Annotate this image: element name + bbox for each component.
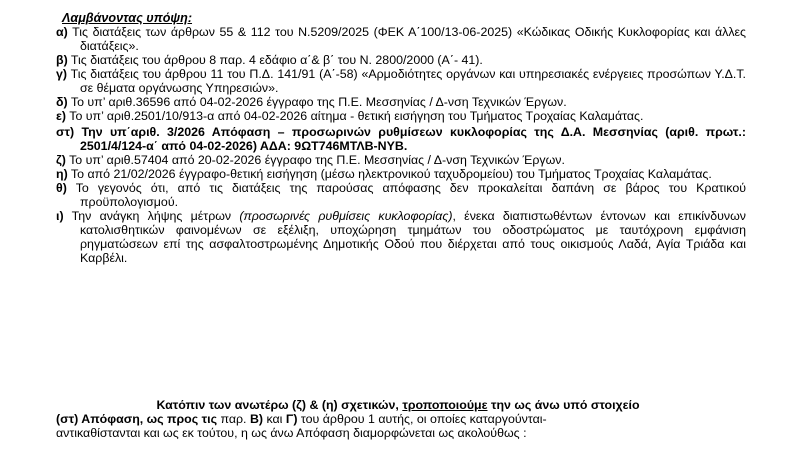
consideration-a (56, 25, 746, 53)
item-text-post: , ένεκα διαπιστωθέντων έντονων και επικίνδυνων κατολισθητικών φαινομένων σε εξέλιξη, υποχώρηση τμημάτων του οδοστρώματος με ταυτόχρονη εμφάνιση ρηγματώσεων επί της ασφαλτοστρωμένης Δημοτικής Οδού που διέρχεται από τους οικισμούς Λαδά, Αγία Τριάδα και Καρβέλι. (80, 209, 746, 265)
item-text: Το από 21/02/2026 έγγραφο-θετική εισήγηση (μέσω ηλεκτρονικού ταχυδρομείου) του Τμήματος Τροχαίας Καλαμάτας. (70, 167, 712, 181)
consideration-b (56, 53, 746, 67)
closing-line-3: αντικαθίστανται και ως εκ τούτου, η ως άνω Απόφαση διαμορφώνεται ως ακολούθως : (56, 426, 527, 441)
consideration-i (56, 209, 746, 265)
item-label: ζ) (56, 153, 66, 167)
item-label: στ) (56, 125, 75, 139)
closing-text: την ως άνω υπό στοιχείο (487, 398, 640, 412)
consideration-d (56, 95, 746, 109)
item-text: Το υπ’ αριθ.36596 από 04-02-2026 έγγραφο της Π.Ε. Μεσσηνίας / Δ-νση Τεχνικών Έργων. (70, 95, 567, 109)
para-g-ref: Γ) (285, 412, 298, 427)
para-b-ref: Β) (249, 412, 264, 427)
item-text: Το υπ’ αριθ.57404 από 20-02-2026 έγγραφο της Π.Ε. Μεσσηνίας / Δ-νση Τεχνικών Έργων. (69, 153, 565, 167)
item-text-pre: Την ανάγκη λήψης μέτρων (71, 209, 240, 223)
item-text: Το γεγονός ότι, από τις διατάξεις της παρούσας απόφασης δεν προκαλείται δαπάνη σε βάρος του Κρατικού προϋπολογισμού. (75, 181, 747, 209)
consideration-th (56, 181, 746, 209)
considerations-list (56, 25, 746, 265)
item-label: β) (56, 53, 68, 67)
item-label: ι) (56, 209, 64, 223)
closing-line-2 (48, 412, 748, 426)
closing-line-1 (48, 398, 748, 412)
decision-ref: (στ) Απόφαση, ως προς τις (56, 412, 218, 427)
item-text-emphasis: (προσωρινές ρυθμίσεις κυκλοφορίας) (239, 209, 453, 223)
closing-text: του άρθρου 1 αυτής, οι οποίες καταργούνται- (297, 412, 547, 427)
closing-text: Κατόπιν των ανωτέρω (ζ) & (η) σχετικών, (156, 398, 403, 412)
item-text: Την υπ΄αριθ. 3/2026 Απόφαση – προσωρινών ρυθμίσεων κυκλοφορίας της Δ.Α. Μεσσηνίας (αριθ. πρωτ.: 2501/4/124-α΄ από 04-02-2026) ΑΔΑ: 9ΩΤ746ΜΤΛΒ-ΝΥΒ. (80, 125, 746, 153)
item-label: θ) (56, 181, 67, 195)
item-label: γ) (56, 67, 68, 81)
item-text: Το υπ’ αριθ.2501/10/913-α από 04-02-2026 αίτημα - θετική εισήγηση του Τμήματος Τροχαίας Καλαμάτας. (69, 109, 644, 123)
consideration-g (56, 67, 746, 95)
item-label: η) (56, 167, 68, 181)
amend-word: τροποποιούμε (402, 398, 488, 412)
closing-text: και (263, 412, 286, 427)
considering-heading: Λαμβάνοντας υπόψη: (62, 11, 193, 25)
consideration-z (56, 153, 746, 167)
closing-text: παρ. (217, 412, 250, 427)
consideration-st (56, 125, 746, 153)
closing-paragraph (48, 398, 748, 441)
item-text: Τις διατάξεις του άρθρου 8 παρ. 4 εδάφιο α΄& β΄ του Ν. 2800/2000 (Α΄- 41). (70, 53, 483, 67)
item-label: δ) (56, 95, 68, 109)
item-label: ε) (56, 109, 67, 123)
consideration-e (56, 109, 746, 123)
item-text: Τις διατάξεις των άρθρων 55 & 112 του Ν.5209/2025 (ΦΕΚ Α΄100/13-06-2025) «Κώδικας Οδικής Κυκλοφορίας και άλλες διατάξεις». (72, 25, 747, 53)
item-text: Τις διατάξεις του άρθρου 11 του Π.Δ. 141/91 (Α΄-58) «Αρμοδιότητες οργάνων και υπηρεσιακές ενέργειες προσώπων Υ.Δ.Τ. σε θέματα οργάνωσης Υπηρεσιών». (70, 67, 746, 95)
consideration-h (56, 167, 746, 181)
item-label: α) (56, 25, 68, 39)
